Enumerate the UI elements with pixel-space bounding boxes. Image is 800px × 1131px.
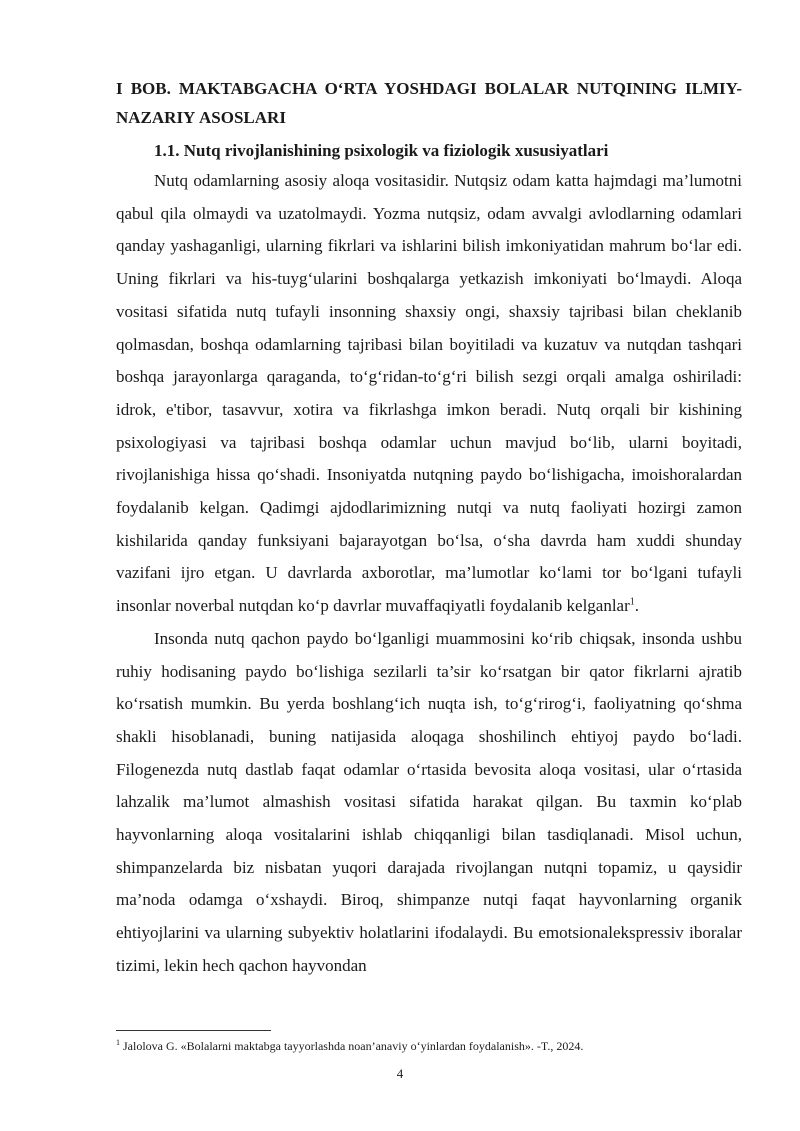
footnote-divider — [116, 1030, 271, 1031]
footnote-text: Jalolova G. «Bolalarni maktabga tayyorlashda noan’anaviy o‘yinlardan foydalanish». -T., 2024. — [123, 1039, 584, 1053]
document-page — [116, 74, 742, 983]
chapter-title: I BOB. MAKTABGACHA O‘RTA YOSHDAGI BOLALAR NUTQINING ILMIY-NAZARIY ASOSLARI — [116, 79, 742, 127]
section-title: 1.1. Nutq rivojlanishining psixologik va fiziologik xususiyatlari — [154, 141, 609, 160]
paragraph-1-end: . — [634, 596, 640, 616]
page-number: 4 — [396, 1066, 404, 1081]
paragraph-2: Insonda nutq qachon paydo bo‘lganligi muammosini ko‘rib chiqsak, insonda ushbu ruhiy hodisaning paydo bo‘lishiga sezilarli ta’sir ko‘rsatgan bir qator fikrlarni ajratib ko‘rsatish mumkin. Bu yerda boshlang‘ich nuqta ish, to‘g‘rirog‘i, faoliyatning qo‘shma shakli hisoblanadi, buning natijasida aloqaga shoshilinch ehtiyoj paydo bo‘ladi. Filogenezda nutq dastlab faqat odamlar o‘rtasida bevosita aloqa vositasi, ular o‘rtasida lahzalik ma’lumot almashish vositasi sifatida harakat qilgan. Bu taxmin ko‘plab hayvonlarning aloqa vositalarini ishlab chiqqanligi bilan tasdiqlanadi. Misol uchun, shimpanzelarda biz nisbatan yuqori darajada rivojlangan nutqni topamiz, u qaysidir ma’noda odamga o‘xshaydi. Biroq, shimpanze nutqi faqat hayvonlarning organik ehtiyojlarini va ularning subyektiv holatlarini ifodalaydi. Bu emotsionalekspressiv iboralar tizimi, lekin hech qachon hayvondan — [116, 628, 742, 975]
paragraph-1 — [116, 165, 742, 623]
footnote — [116, 1038, 742, 1054]
paragraph-1-text: Nutq odamlarning asosiy aloqa vositasidir. Nutqsiz odam katta hajmdagi ma’lumotni qabul qila olmaydi va uzatolmaydi. Yozma nutqsiz, odam avvalgi avlodlarning odamlari qanday yashaganligi, ularning fikrlari va ishlarini bilish imkoniyatidan mahrum bo‘lar edi. Uning fikrlari va his-tuyg‘ularini boshqalarga yetkazish imkoniyati bo‘lmaydi. Aloqa vositasi sifatida nutq tufayli insonning shaxsiy ongi, shaxsiy tajribasi bilan cheklanib qolmasdan, boshqa odamlarning tajribasi bilan boyitiladi va kuzatuv va nutqdan tashqari boshqa jarayonlarga qaraganda, to‘g‘ridan-to‘g‘ri bilish sezgi orqali amalga oshiriladi: idrok, e'tibor, tasavvur, xotira va fikrlashga imkon beradi. Nutq orqali bir kishining psixologiyasi va tajribasi boshqa odamlar uchun mavjud bo‘lib, ularni boyitadi, rivojlanishiga hissa qo‘shadi. Insoniyatda nutqning paydo bo‘lishigacha, imoishoralardan foydalanib kelgan. Qadimgi ajdodlarimizning nutqi va nutq faoliyati hozirgi zamon kishilarida qanday funksiyani bajarayotgan bo‘lsa, o‘sha davrda ham xuddi shunday vazifani ijro etgan. U davrlarda axborotlar, ma’lumotlar ko‘lami tor bo‘lgani tufayli insonlar noverbal nutqdan ko‘p davrlar muvaffaqiyatli foydalanib kelganlar — [116, 171, 742, 616]
footnote-marker: 1 — [116, 1038, 120, 1047]
footnote-reference[interactable]: 1 — [629, 596, 635, 608]
